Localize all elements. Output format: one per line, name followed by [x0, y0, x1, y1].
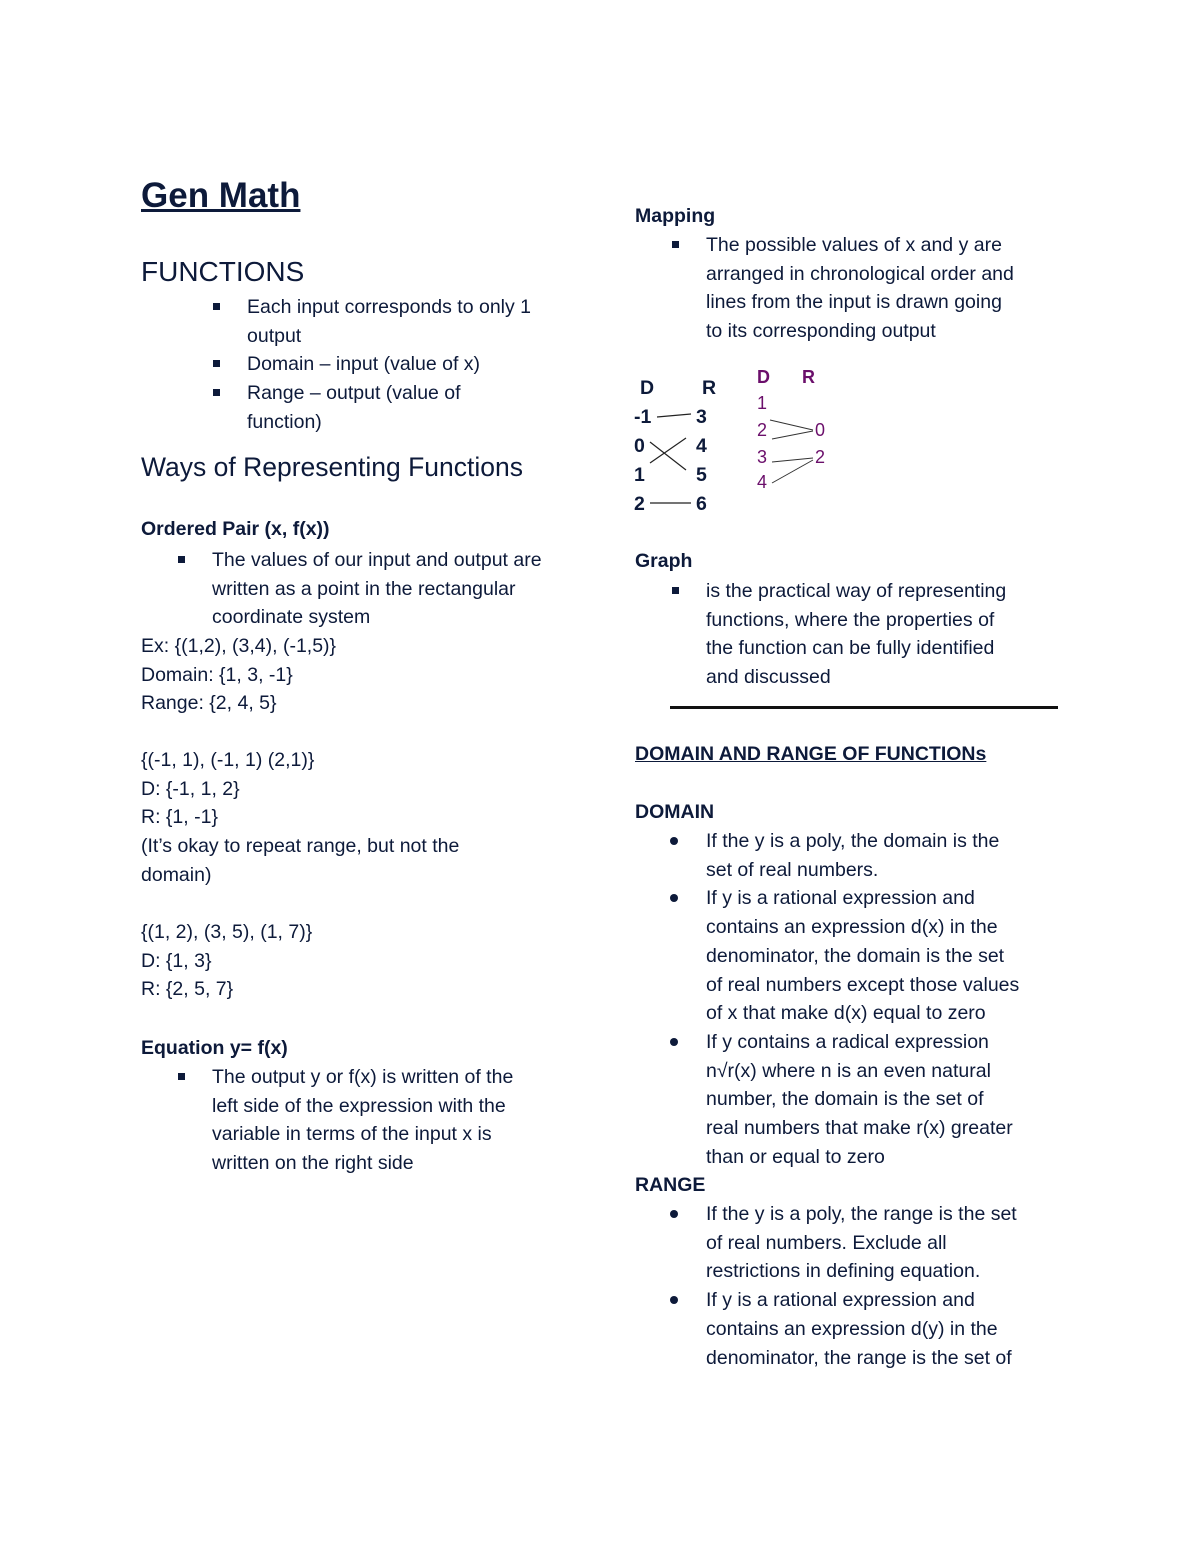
- list-item: Domain – input (value of x): [247, 350, 577, 379]
- list-item: The possible values of x and y are arranged in chronological order and lines from the input is drawn going to its corresponding output: [706, 231, 1014, 346]
- mapping-line: [770, 420, 813, 430]
- diagram1-domain-value: 2: [634, 493, 645, 515]
- functions-list: [247, 293, 577, 437]
- list-item: Each input corresponds to only 1 output: [247, 293, 567, 350]
- list-item: If the y is a poly, the range is the set of real numbers. Exclude all restrictions in defining equation.: [706, 1200, 1017, 1286]
- domain-list: [706, 827, 1019, 1171]
- functions-heading: FUNCTIONS: [141, 256, 305, 287]
- diagram2-arrows: [760, 410, 820, 490]
- mapping-line: [657, 414, 691, 417]
- mapping-line: [772, 431, 813, 439]
- ordered-pair-example-2: {(-1, 1), (-1, 1) (2,1)} D: {-1, 1, 2} R: {1, -1} (It’s okay to repeat range, but not the domain): [141, 749, 460, 886]
- mapping-line: [650, 438, 686, 463]
- mapping-list: [706, 231, 1014, 346]
- diagram1-range-label: R: [702, 377, 717, 399]
- mapping-heading: Mapping: [635, 205, 716, 227]
- diagram2-domain-value: 2: [757, 420, 768, 440]
- ordered-pair-example-1: Ex: {(1,2), (3,4), (-1,5)} Domain: {1, 3, -1} Range: {2, 4, 5}: [141, 635, 337, 715]
- diagram1-domain-value: 1: [634, 464, 645, 486]
- mapping-line: [650, 442, 686, 470]
- diagram1-domain-value: 0: [634, 435, 645, 457]
- list-item: The values of our input and output are written as a point in the rectangular coordinate system: [212, 546, 562, 632]
- diagram1-domain-label: D: [640, 377, 655, 399]
- list-item: If the y is a poly, the domain is the set of real numbers.: [706, 827, 1019, 884]
- domain-heading: DOMAIN: [635, 801, 715, 823]
- diagram2-domain-label: D: [757, 367, 770, 387]
- graph-heading: Graph: [635, 550, 693, 572]
- equation-list: [212, 1063, 513, 1178]
- graph-list: [706, 577, 1006, 692]
- diagram1-range-value: 3: [696, 406, 707, 428]
- diagram1-range-value: 4: [696, 435, 707, 457]
- diagram1-domain-value: -1: [634, 406, 652, 428]
- list-item: If y contains a radical expression n√r(x) where n is an even natural number, the domain is the set of real numbers that make r(x) greater than or equal to zero: [706, 1028, 1019, 1172]
- list-item: The output y or f(x) is written of the left side of the expression with the variable in terms of the input x is written on the right side: [212, 1063, 513, 1178]
- diagram2-range-label: R: [802, 367, 815, 387]
- list-item: If y is a rational expression and contains an expression d(y) in the denominator, the range is the set of: [706, 1286, 1017, 1372]
- diagram1-range-value: 6: [696, 493, 707, 515]
- diagram2-range-value: 2: [815, 447, 826, 467]
- ordered-pair-list: [212, 546, 562, 632]
- domain-range-heading: DOMAIN AND RANGE OF FUNCTIONs: [635, 743, 987, 765]
- equation-heading: Equation y= f(x): [141, 1037, 288, 1059]
- mapping-line: [772, 460, 813, 483]
- diagram2-domain-value: 3: [757, 447, 768, 467]
- list-item: is the practical way of representing functions, where the properties of the function can be fully identified and discussed: [706, 577, 1006, 692]
- ordered-pair-example-3: {(1, 2), (3, 5), (1, 7)} D: {1, 3} R: {2, 5, 7}: [141, 921, 313, 1001]
- section-divider: [670, 706, 1058, 709]
- mapping-line: [772, 458, 813, 462]
- ordered-pair-heading: Ordered Pair (x, f(x)): [141, 518, 330, 540]
- range-list: [706, 1200, 1017, 1372]
- diagram2-domain-value: 4: [757, 472, 768, 492]
- page-title: Gen Math: [141, 176, 301, 215]
- list-item: Range – output (value of function): [247, 379, 497, 436]
- ways-heading: Ways of Representing Functions: [141, 452, 523, 482]
- range-heading: RANGE: [635, 1174, 706, 1196]
- list-item: If y is a rational expression and contains an expression d(x) in the denominator, the domain is the set of real numbers except those values of x that make d(x) equal to zero: [706, 884, 1019, 1028]
- diagram1-arrows: [630, 400, 710, 520]
- diagram2-domain-value: 1: [757, 393, 768, 413]
- diagram1-range-value: 5: [696, 464, 707, 486]
- diagram2-range-value: 0: [815, 420, 826, 440]
